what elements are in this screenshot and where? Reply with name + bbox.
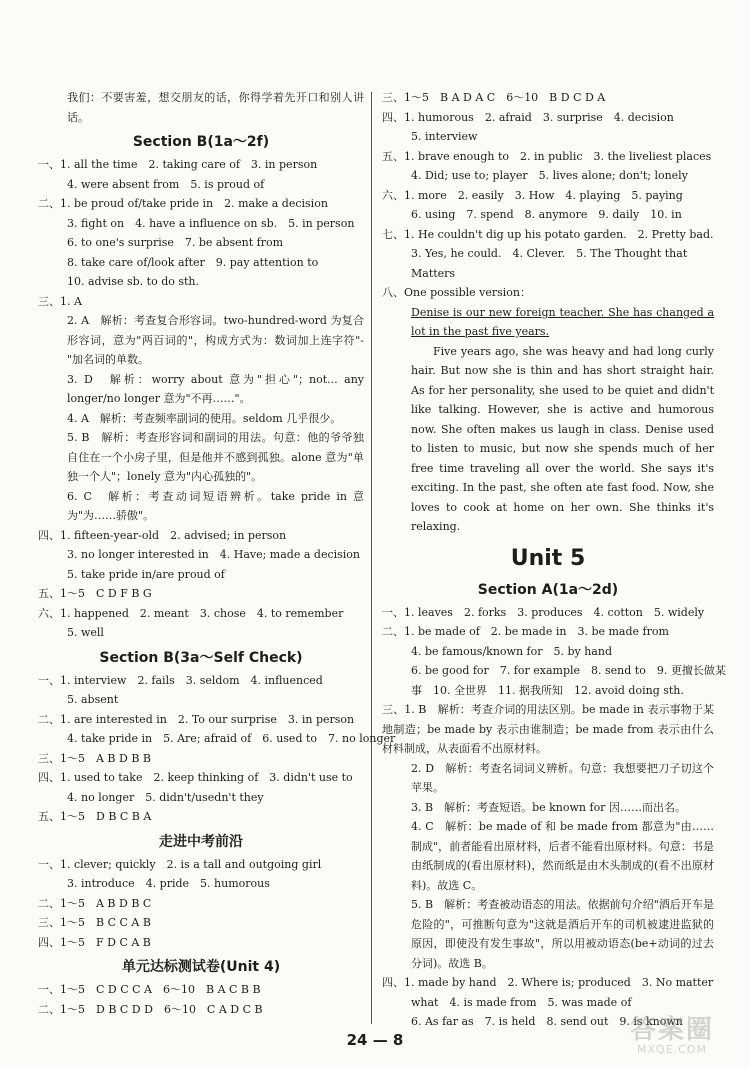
answer-line: 一、1. all the time 2. taking care of 3. in person — [38, 158, 318, 171]
watermark-url: MXQE.COM — [637, 1043, 707, 1056]
answer-line: 4. were absent from 5. is proud of — [67, 177, 265, 191]
answer-line: 四、1. made by hand 2. Where is; produced 3. No matter — [382, 976, 714, 989]
answer-line: 三、1～5 B C C A B — [38, 916, 151, 929]
answer-line: 5. interview — [411, 130, 478, 143]
answer-line: 二、1～5 A B D B C — [38, 896, 152, 910]
section-heading: Section B(1a～2f) — [132, 134, 270, 150]
answer-line: 5. well — [67, 626, 104, 639]
section-heading: 单元达标测试卷(Unit 4) — [121, 959, 281, 975]
left-column — [38, 88, 396, 1019]
answer-line: 一、1. interview 2. fails 3. seldom 4. influenced — [38, 673, 323, 687]
watermark-logo — [612, 1016, 732, 1058]
answer-paragraph: 3. B 解析：考查短语。be known for 因……而出名。 — [411, 800, 686, 814]
section-heading: Unit 5 — [510, 545, 586, 571]
answer-line: 6. be good for 7. for example 8. send to 9. 更擅长做某 — [411, 664, 726, 677]
answer-line: 3. no longer interested in 4. Have; made a decision — [67, 548, 361, 561]
answer-line: what 4. is made from 5. was made of — [411, 995, 632, 1009]
answer-line: 4. Did; use to; player 5. lives alone; don't; lonely — [411, 169, 688, 182]
section-heading: Section A(1a～2d) — [477, 581, 619, 598]
answer-paragraph: Five years ago, she was heavy and had long curly hair. But now she is thin and has short straight hair. As for her personality, she used to be quiet and didn't like talking. However, she is active and humorous now. She often makes us laugh in class. Denise used to listen to music, but now she spends much of her free time traveling all over the world. She says it's exciting. In the past, she often ate fast food. Now, she loves to cook at home on her own. She thinks it's relaxing. — [411, 344, 714, 533]
answer-line: 6. using 7. spend 8. anymore 9. daily 10. in — [411, 208, 682, 221]
answer-line: 一、1～5 C D C C A 6～10 B A C B B — [38, 983, 261, 996]
answer-line: 三、1～5 A B D B B — [38, 751, 151, 765]
answer-paragraph: 4. A 解析：考查频率副词的使用。seldom 几乎很少。 — [67, 411, 342, 425]
answer-line: 4. take pride in 5. Are; afraid of 6. used to 7. no longer — [67, 732, 396, 745]
answer-paragraph: 4. C 解析：be made of 和 be made from 都意为"由……制成"，前者能看出原材料，后者不能看出原材料。句意：书是由纸制成的(看出原材料)，然而纸是由木头制成的(看不出原材料)。故选 C。 — [411, 820, 714, 892]
answer-line: 四、1. fifteen-year-old 2. advised; in person — [38, 528, 287, 542]
answer-line: 二、1. be made of 2. be made in 3. be made from — [382, 625, 669, 638]
answer-paragraph: 5. B 解析：考查形容词和副词的用法。句意：他的爷爷独自住在一个小房子里，但是他并不感到孤独。alone 意为"单独一个人"；lonely 意为"内心孤独的"。 — [67, 431, 364, 483]
answer-line: 3. fight on 4. have a influence on sb. 5. in person — [67, 216, 355, 230]
answer-line: 4. be famous/known for 5. by hand — [411, 644, 612, 658]
answer-line: 6. As far as 7. is held 8. send out 9. is known — [411, 1015, 683, 1028]
answer-paragraph: 三、1. B 解析：考查介词的用法区别。be made in 表示事物于某地制造；be made by 表示由谁制造；be made from 表示由什么材料制成，从表面看不出原材料。 — [382, 703, 714, 755]
answer-line: 五、1. brave enough to 2. in public 3. the liveliest places — [382, 149, 712, 163]
answer-line: Matters — [411, 266, 456, 280]
section-heading: Section B(3a～Self Check) — [99, 649, 303, 666]
answer-line: 4. no longer 5. didn't/usedn't they — [67, 790, 264, 804]
page-number: 24 — 8 — [346, 1031, 404, 1049]
answer-line: 二、1～5 D B C D D 6～10 C A D C B — [38, 1002, 263, 1016]
watermark-text: 答案圈 — [629, 1015, 714, 1045]
answer-line: 四、1. used to take 2. keep thinking of 3. didn't use to — [38, 771, 353, 784]
answer-paragraph: 2. D 解析：考查名词词义辨析。句意：我想要把刀子切这个苹果。 — [411, 761, 714, 794]
answer-line: 三、1. A — [38, 294, 82, 308]
answer-line: 四、1～5 F D C A B — [38, 935, 151, 949]
answer-line: 四、1. humorous 2. afraid 3. surprise 4. decision — [382, 110, 674, 124]
answer-line: 8. take care of/look after 9. pay attention to — [67, 255, 319, 269]
answer-line: 五、1～5 C D F B G — [38, 587, 152, 600]
answer-line: 二、1. are interested in 2. To our surprise 3. in person — [38, 712, 355, 726]
answer-line: 5. take pride in/are proud of — [67, 567, 225, 581]
answer-paragraph: 3. D 解析：worry about 意为"担心"；not... any longer/no longer 意为"不再……"。 — [67, 372, 364, 405]
answer-paragraph: 2. A 解析：考查复合形容词。two-hundred-word 为复合形容词，意为"两百词的"，构成方式为：数词加上连字符"-"加名词的单数。 — [67, 314, 364, 366]
answer-line: 一、1. leaves 2. forks 3. produces 4. cotton 5. widely — [382, 605, 705, 619]
right-column — [382, 88, 726, 1032]
column-divider — [371, 92, 372, 1024]
answer-line: 六、1. happened 2. meant 3. chose 4. to remember — [38, 606, 344, 620]
answer-line: 八、One possible version： — [382, 286, 531, 299]
answer-paragraph: 6. C 解析：考查动词短语辨析。take pride in 意为"为……骄傲"。 — [67, 489, 364, 522]
answer-line: 五、1～5 D B C B A — [38, 810, 152, 823]
section-heading: 走进中考前沿 — [159, 833, 243, 850]
answer-line: 一、1. clever; quickly 2. is a tall and outgoing girl — [38, 857, 322, 871]
answer-line: 事 10. 全世界 11. 据我所知 12. avoid doing sth. — [411, 683, 684, 697]
answer-line: 六、1. more 2. easily 3. How 4. playing 5. paying — [382, 188, 683, 202]
answer-paragraph: 我们：不要害羞，想交朋友的话，你得学着先开口和别人讲话。 — [67, 91, 364, 124]
answer-line: 10. advise sb. to do sth. — [67, 275, 199, 288]
answer-paragraph: Denise is our new foreign teacher. She has changed a lot in the past five years. — [411, 305, 714, 338]
answer-line: 3. introduce 4. pride 5. humorous — [67, 877, 270, 890]
answer-line: 3. Yes, he could. 4. Clever. 5. The Thought that — [411, 247, 688, 260]
answer-paragraph: 5. B 解析：考查被动语态的用法。依据前句介绍"酒后开车是危险的"，可推断句意为"这就是酒后开车的司机被逮进监狱的原因，即使没有发生事故"，所以用被动语态(be+动词的过去分词)。故选 B。 — [411, 898, 714, 970]
answer-line: 七、1. He couldn't dig up his potato garden. 2. Pretty bad. — [382, 227, 714, 241]
answer-line: 5. absent — [67, 693, 119, 706]
answer-line: 6. to one's surprise 7. be absent from — [67, 236, 284, 249]
answer-line: 三、1～5 B A D A C 6～10 B D C D A — [382, 91, 606, 104]
answer-line: 二、1. be proud of/take pride in 2. make a decision — [38, 197, 328, 210]
